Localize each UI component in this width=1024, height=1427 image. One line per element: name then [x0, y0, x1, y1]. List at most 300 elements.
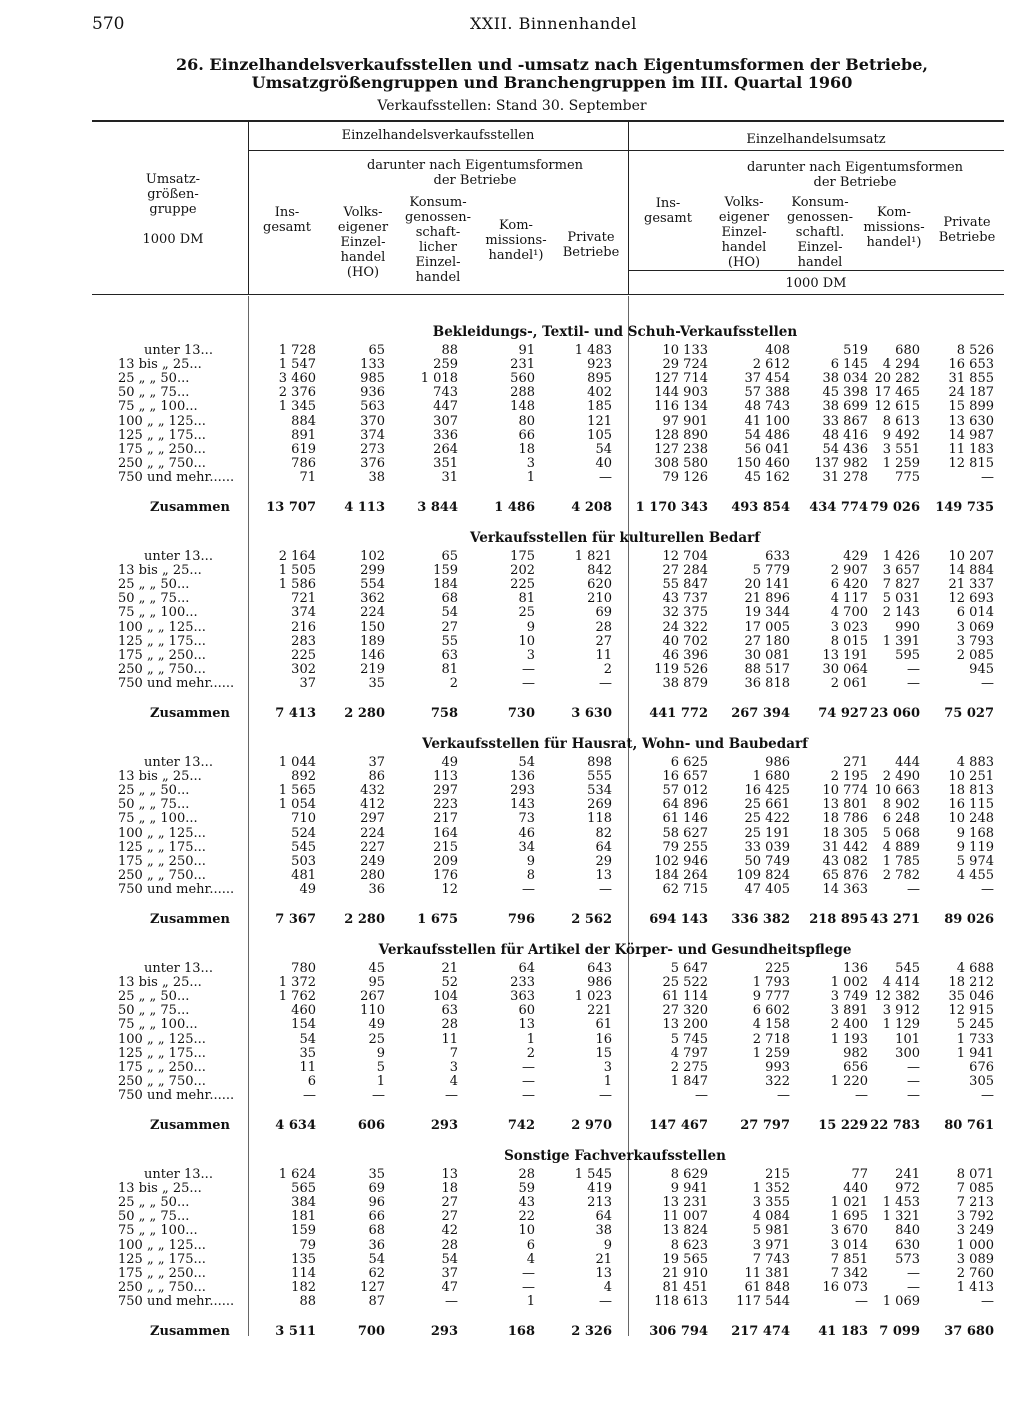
table-cell: 6 248 — [882, 811, 920, 827]
table-cell: 143 — [510, 797, 535, 813]
total-cell: 3 511 — [275, 1324, 316, 1339]
table-cell: 12 — [441, 881, 458, 897]
table-cell: 2 782 — [882, 867, 920, 883]
table-cell: 209 — [433, 853, 458, 869]
row-label: 175 „ „ 250... — [118, 441, 206, 457]
table-cell: 24 187 — [948, 385, 994, 401]
total-cell: 1 486 — [494, 500, 535, 515]
table-cell: — — [522, 1087, 535, 1103]
table-cell: 202 — [510, 563, 535, 579]
table-cell: 6 014 — [956, 605, 994, 621]
table-cell: 224 — [360, 825, 385, 841]
table-cell: 534 — [587, 783, 612, 799]
table-cell: 113 — [433, 769, 458, 785]
table-cell: 4 889 — [882, 839, 920, 855]
total-cell: 43 271 — [870, 912, 920, 927]
total-cell: 27 797 — [740, 1118, 790, 1133]
table-cell: 4 414 — [882, 975, 920, 991]
table-cell: 50 749 — [744, 853, 790, 869]
table-cell: 554 — [360, 577, 385, 593]
total-cell: 2 280 — [344, 706, 385, 721]
total-cell: 41 183 — [818, 1324, 868, 1339]
table-cell: 1 785 — [882, 853, 920, 869]
table-cell: 1 044 — [278, 755, 316, 770]
table-cell: 10 251 — [948, 769, 994, 785]
table-cell: 280 — [360, 867, 385, 883]
table-cell: 37 — [299, 675, 316, 691]
row-label: 750 und mehr...... — [118, 1087, 235, 1103]
table-cell: 447 — [433, 399, 458, 415]
table-cell: 1 — [526, 1293, 535, 1309]
table-cell: 55 — [441, 633, 458, 649]
table-cell: 227 — [360, 839, 385, 855]
table-cell: 36 — [368, 881, 385, 897]
table-cell: — — [981, 881, 994, 897]
table-cell: 5 779 — [752, 563, 790, 579]
table-cell: 128 890 — [654, 427, 708, 443]
table-cell: 182 — [291, 1279, 316, 1295]
table-cell: 676 — [969, 1059, 994, 1075]
table-cell: 57 012 — [662, 783, 708, 799]
table-cell: 21 — [441, 961, 458, 976]
table-cell: 3 971 — [752, 1237, 790, 1253]
table-cell: 104 — [433, 989, 458, 1005]
table-cell: 4 883 — [956, 755, 994, 770]
table-cell: 273 — [360, 441, 385, 457]
table-cell: 54 — [518, 755, 535, 770]
table-cell: 721 — [291, 591, 316, 607]
table-cell: 18 305 — [822, 825, 868, 841]
section-title: Verkaufsstellen für kulturellen Bedarf — [470, 530, 760, 546]
total-cell: 336 382 — [731, 912, 790, 927]
table-cell: 38 699 — [822, 399, 868, 415]
table-cell: — — [981, 1293, 994, 1309]
table-cell: 49 — [368, 1017, 385, 1033]
table-cell: 164 — [433, 825, 458, 841]
row-label: 100 „ „ 125... — [118, 1237, 206, 1253]
table-cell: 376 — [360, 455, 385, 471]
row-label: unter 13... — [144, 1167, 213, 1182]
table-cell: 223 — [433, 797, 458, 813]
table-cell: 18 786 — [822, 811, 868, 827]
table-cell: 35 046 — [948, 989, 994, 1005]
table-cell: 184 264 — [654, 867, 708, 883]
header-hline-group1 — [248, 150, 628, 151]
table-cell: 56 041 — [744, 441, 790, 457]
total-cell: 75 027 — [944, 706, 994, 721]
row-label: 13 bis „ 25... — [118, 769, 202, 785]
table-cell: — — [855, 1087, 868, 1103]
table-cell: 110 — [360, 1003, 385, 1019]
header-vline-1 — [248, 122, 249, 294]
table-cell: 4 — [449, 1073, 458, 1089]
table-cell: 560 — [510, 371, 535, 387]
header-u-insgesamt: Ins- gesamt — [644, 196, 692, 226]
row-label: 25 „ „ 50... — [118, 577, 190, 593]
table-cell: 64 896 — [662, 797, 708, 813]
table-cell: 6 602 — [752, 1003, 790, 1019]
table-cell: 175 — [510, 549, 535, 564]
table-cell: 25 — [518, 605, 535, 621]
row-label: 75 „ „ 100... — [118, 605, 198, 621]
table-cell: — — [445, 1293, 458, 1309]
table-cell: 5 068 — [882, 825, 920, 841]
total-cell: 217 474 — [731, 1324, 790, 1339]
table-cell: 7 085 — [956, 1181, 994, 1197]
table-cell: 2 164 — [278, 549, 316, 564]
table-cell: 19 565 — [662, 1251, 708, 1267]
table-cell: 38 — [368, 469, 385, 485]
table-cell: 990 — [895, 619, 920, 635]
table-cell: 215 — [765, 1167, 790, 1182]
table-cell: 48 416 — [822, 427, 868, 443]
table-cell: 444 — [895, 755, 920, 770]
table-cell: 31 278 — [822, 469, 868, 485]
table-cell: 9 — [603, 1237, 612, 1253]
table-cell: 293 — [510, 783, 535, 799]
table-cell: 28 — [441, 1237, 458, 1253]
table-cell: 221 — [587, 1003, 612, 1019]
table-cell: 9 941 — [670, 1181, 708, 1197]
table-cell: 4 — [526, 1251, 535, 1267]
total-cell: 3 844 — [417, 500, 458, 515]
total-cell: 3 630 — [571, 706, 612, 721]
table-cell: 363 — [510, 989, 535, 1005]
header-sub-eigentum-2: darunter nach Eigentumsformen der Betriebe — [746, 160, 964, 190]
row-label: 50 „ „ 75... — [118, 385, 190, 401]
table-cell: 43 — [518, 1195, 535, 1211]
table-cell: 86 — [368, 769, 385, 785]
total-cell: 700 — [357, 1324, 385, 1339]
table-cell: 189 — [360, 633, 385, 649]
table-cell: 159 — [291, 1223, 316, 1239]
table-cell: 1 021 — [830, 1195, 868, 1211]
table-cell: 2 760 — [956, 1265, 994, 1281]
table-cell: 148 — [510, 399, 535, 415]
table-cell: 336 — [433, 427, 458, 443]
table-cell: 16 657 — [662, 769, 708, 785]
row-label: 50 „ „ 75... — [118, 1209, 190, 1225]
header-u-volkseigen: Volks- eigener Einzel- handel (HO) — [718, 195, 770, 270]
table-cell: 88 — [441, 343, 458, 358]
table-cell: 5 974 — [956, 853, 994, 869]
table-title: 26. Einzelhandelsverkaufsstellen und -umsatz nach Eigentumsformen der Betriebe, Umsatzgrößengruppen und Branchengruppen im III. Quartal 1960 — [176, 55, 928, 92]
table-cell: 16 — [595, 1031, 612, 1047]
total-cell: 4 634 — [275, 1118, 316, 1133]
table-cell: 595 — [895, 647, 920, 663]
table-cell: 13 — [441, 1167, 458, 1182]
table-cell: 3 912 — [882, 1003, 920, 1019]
table-cell: 3 069 — [956, 619, 994, 635]
table-cell: 563 — [360, 399, 385, 415]
table-cell: — — [522, 1265, 535, 1281]
table-cell: — — [907, 1059, 920, 1075]
table-cell: 35 — [368, 1167, 385, 1182]
table-cell: 1 372 — [278, 975, 316, 991]
total-cell: 80 761 — [944, 1118, 994, 1133]
total-cell: 4 113 — [344, 500, 385, 515]
total-cell: 37 680 — [944, 1324, 994, 1339]
table-cell: 12 915 — [948, 1003, 994, 1019]
table-cell: 135 — [291, 1251, 316, 1267]
total-cell: 218 895 — [809, 912, 868, 927]
table-cell: 891 — [291, 427, 316, 443]
table-cell: 82 — [595, 825, 612, 841]
table-cell: 374 — [360, 427, 385, 443]
table-cell: 38 034 — [822, 371, 868, 387]
table-cell: 269 — [587, 797, 612, 813]
table-cell: — — [522, 661, 535, 677]
running-head: XXII. Binnenhandel — [470, 14, 637, 33]
table-cell: 73 — [518, 811, 535, 827]
table-cell: — — [522, 881, 535, 897]
table-cell: 45 162 — [744, 469, 790, 485]
table-cell: 18 — [518, 441, 535, 457]
total-cell: 79 026 — [870, 500, 920, 515]
table-cell: 680 — [895, 343, 920, 358]
table-cell: 545 — [291, 839, 316, 855]
table-cell: 16 073 — [822, 1279, 868, 1295]
table-cell: 17 465 — [874, 385, 920, 401]
table-cell: 432 — [360, 783, 385, 799]
table-cell: 4 700 — [830, 605, 868, 621]
row-label: 13 bis „ 25... — [118, 975, 202, 991]
table-cell: 297 — [360, 811, 385, 827]
table-cell: 11 — [441, 1031, 458, 1047]
table-cell: 45 398 — [822, 385, 868, 401]
table-cell: 114 — [291, 1265, 316, 1281]
table-cell: 17 005 — [744, 619, 790, 635]
table-cell: 12 615 — [874, 399, 920, 415]
table-cell: 7 827 — [882, 577, 920, 593]
table-cell: 35 — [368, 675, 385, 691]
table-cell: 1 — [526, 1031, 535, 1047]
table-cell: 1 565 — [278, 783, 316, 799]
table-cell: 11 381 — [744, 1265, 790, 1281]
row-label: 75 „ „ 100... — [118, 1017, 198, 1033]
table-cell: 2 — [603, 661, 612, 677]
total-cell: 147 467 — [649, 1118, 708, 1133]
header-u-private: Private Betriebe — [938, 215, 996, 245]
table-cell: — — [907, 881, 920, 897]
table-cell: 351 — [433, 455, 458, 471]
table-cell: 41 100 — [744, 413, 790, 429]
table-cell: 133 — [360, 357, 385, 373]
table-cell: 54 — [595, 441, 612, 457]
total-cell: 441 772 — [649, 706, 708, 721]
table-cell: 1 — [376, 1073, 385, 1089]
table-cell: 136 — [510, 769, 535, 785]
header-sub-eigentum-1: darunter nach Eigentumsformen der Betriebe — [366, 158, 584, 188]
table-cell: 40 — [595, 455, 612, 471]
table-cell: 3 657 — [882, 563, 920, 579]
table-cell: 19 344 — [744, 605, 790, 621]
table-cell: 38 879 — [662, 675, 708, 691]
total-label: Zusammen — [150, 500, 230, 515]
row-label: 13 bis „ 25... — [118, 1181, 202, 1197]
total-cell: 293 — [430, 1118, 458, 1133]
table-cell: 2 275 — [670, 1059, 708, 1075]
table-cell: 91 — [518, 343, 535, 358]
table-cell: 118 613 — [654, 1293, 708, 1309]
table-cell: 66 — [368, 1209, 385, 1225]
table-cell: 38 — [595, 1223, 612, 1239]
table-cell: 48 743 — [744, 399, 790, 415]
table-cell: 374 — [291, 605, 316, 621]
total-cell: 606 — [357, 1118, 385, 1133]
table-cell: 362 — [360, 591, 385, 607]
total-cell: 796 — [507, 912, 535, 927]
table-cell: 9 — [526, 619, 535, 635]
table-cell: 65 876 — [822, 867, 868, 883]
table-cell: 4 158 — [752, 1017, 790, 1033]
table-cell: 144 903 — [654, 385, 708, 401]
table-cell: 7 213 — [956, 1195, 994, 1211]
row-label: 13 bis „ 25... — [118, 563, 202, 579]
total-cell: 74 927 — [818, 706, 868, 721]
table-cell: 37 — [441, 1265, 458, 1281]
table-cell: 27 — [441, 1209, 458, 1225]
table-cell: 176 — [433, 867, 458, 883]
header-hline-unit — [628, 270, 1004, 271]
table-cell: 215 — [433, 839, 458, 855]
table-cell: 102 946 — [654, 853, 708, 869]
table-cell: 12 704 — [662, 549, 708, 564]
table-cell: 565 — [291, 1181, 316, 1197]
table-cell: 21 — [595, 1251, 612, 1267]
table-cell: 61 848 — [744, 1279, 790, 1295]
table-cell: 10 663 — [874, 783, 920, 799]
table-cell: 4 084 — [752, 1209, 790, 1225]
table-cell: 49 — [299, 881, 316, 897]
table-cell: 225 — [510, 577, 535, 593]
table-cell: 10 — [518, 633, 535, 649]
table-cell: 9 777 — [752, 989, 790, 1005]
table-cell: 36 818 — [744, 675, 790, 691]
table-cell: 79 — [299, 1237, 316, 1253]
table-cell: 936 — [360, 385, 385, 401]
table-cell: 1 762 — [278, 989, 316, 1005]
table-cell: 6 420 — [830, 577, 868, 593]
table-cell: 11 007 — [662, 1209, 708, 1225]
table-cell: 1 000 — [956, 1237, 994, 1253]
table-cell: 25 191 — [744, 825, 790, 841]
table-cell: 1 505 — [278, 563, 316, 579]
total-cell: 4 208 — [571, 500, 612, 515]
row-label: 50 „ „ 75... — [118, 591, 190, 607]
row-label: 50 „ „ 75... — [118, 797, 190, 813]
table-cell: 68 — [368, 1223, 385, 1239]
table-cell: 47 — [441, 1279, 458, 1295]
table-cell: 892 — [291, 769, 316, 785]
table-cell: 408 — [765, 343, 790, 358]
table-cell: 945 — [969, 661, 994, 677]
table-cell: 81 — [518, 591, 535, 607]
table-cell: 780 — [291, 961, 316, 976]
table-cell: 16 115 — [948, 797, 994, 813]
row-label: 25 „ „ 50... — [118, 989, 190, 1005]
table-cell: 2 612 — [752, 357, 790, 373]
table-cell: 3 — [449, 1059, 458, 1075]
table-cell: 14 884 — [948, 563, 994, 579]
table-cell: 213 — [587, 1195, 612, 1211]
table-cell: 36 — [368, 1237, 385, 1253]
table-cell: 64 — [595, 839, 612, 855]
total-cell: 434 774 — [809, 500, 868, 515]
table-cell: 12 382 — [874, 989, 920, 1005]
table-cell: 127 714 — [654, 371, 708, 387]
table-cell: 15 — [595, 1045, 612, 1061]
table-cell: 25 — [368, 1031, 385, 1047]
table-cell: — — [445, 1087, 458, 1103]
row-label: 100 „ „ 125... — [118, 1031, 206, 1047]
table-cell: 27 — [441, 619, 458, 635]
table-cell: 59 — [518, 1181, 535, 1197]
table-cell: 54 — [441, 1251, 458, 1267]
table-cell: 54 436 — [822, 441, 868, 457]
table-cell: 1 259 — [882, 455, 920, 471]
table-cell: 25 422 — [744, 811, 790, 827]
row-label: 250 „ „ 750... — [118, 1073, 206, 1089]
section-title: Bekleidungs-, Textil- und Schuh-Verkaufsstellen — [432, 324, 798, 340]
table-cell: 225 — [765, 961, 790, 976]
table-cell: 2 195 — [830, 769, 868, 785]
table-cell: 429 — [843, 549, 868, 564]
table-cell: 32 375 — [662, 605, 708, 621]
total-label: Zusammen — [150, 706, 230, 721]
row-label: 75 „ „ 100... — [118, 811, 198, 827]
table-cell: 4 117 — [830, 591, 868, 607]
table-cell: 283 — [291, 633, 316, 649]
table-cell: 7 — [449, 1045, 458, 1061]
table-cell: 1 793 — [752, 975, 790, 991]
table-cell: 8 623 — [670, 1237, 708, 1253]
table-cell: 923 — [587, 357, 612, 373]
table-cell: 18 212 — [948, 975, 994, 991]
table-cell: — — [981, 675, 994, 691]
table-cell: 77 — [851, 1167, 868, 1182]
table-cell: 15 899 — [948, 399, 994, 415]
table-cell: 116 134 — [654, 399, 708, 415]
table-cell: 21 910 — [662, 1265, 708, 1281]
row-label: 100 „ „ 125... — [118, 619, 206, 635]
table-cell: — — [303, 1087, 316, 1103]
total-cell: 694 143 — [649, 912, 708, 927]
table-cell: 993 — [765, 1059, 790, 1075]
table-cell: 1 018 — [420, 371, 458, 387]
header-kommission: Kom- missions- handel¹) — [485, 218, 547, 263]
section-title: Verkaufsstellen für Hausrat, Wohn- und Baubedarf — [422, 736, 808, 752]
table-cell: 12 693 — [948, 591, 994, 607]
table-cell: 105 — [587, 427, 612, 443]
table-cell: 29 724 — [662, 357, 708, 373]
table-cell: 3 023 — [830, 619, 868, 635]
table-cell: 10 — [518, 1223, 535, 1239]
total-cell: 13 707 — [266, 500, 316, 515]
table-cell: 555 — [587, 769, 612, 785]
table-cell: 1 847 — [670, 1073, 708, 1089]
table-cell: 60 — [518, 1003, 535, 1019]
table-cell: 1 069 — [882, 1293, 920, 1309]
row-label: 750 und mehr...... — [118, 469, 235, 485]
table-cell: 13 — [518, 1017, 535, 1033]
table-cell: 118 — [587, 811, 612, 827]
table-cell: 1 483 — [574, 343, 612, 358]
table-cell: 842 — [587, 563, 612, 579]
table-cell: 54 486 — [744, 427, 790, 443]
total-cell: 758 — [430, 706, 458, 721]
table-cell: 840 — [895, 1223, 920, 1239]
